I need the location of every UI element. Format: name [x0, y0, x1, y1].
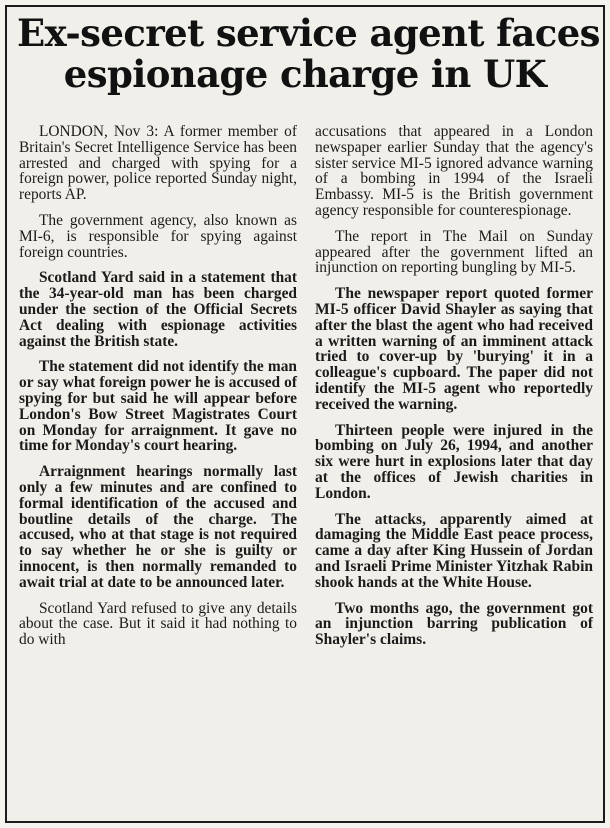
paragraph: Thirteen people were injured in the bombing on July 26, 1994, and another six were hurt in explosions later that day at the offices of Jewish charities in London.: [315, 421, 593, 502]
headline: [17, 11, 600, 96]
paragraph-continued: accusations that appeared in a London newspaper earlier Sunday that the agency's sister service MI-5 ignored advance warning of a bombing in 1994 of the Israeli Embassy. MI-5 is the British government agency responsible for counterespionage.: [315, 123, 593, 219]
paragraph: The attacks, apparently aimed at damaging the Middle East peace process, came a day after King Hussein of Jordan and Israeli Prime Minister Yitzhak Rabin shook hands at the White House.: [315, 510, 593, 591]
paragraph: Arraignment hearings normally last only a few minutes and are confined to formal identification of the accused and boutline details of the charge. The accused, who at that stage is not required to say whether he or she is guilty or innocent, is then normally remanded to await trial at date to be announced later.: [19, 463, 297, 591]
article-body: [19, 124, 593, 658]
newspaper-clipping: [5, 5, 605, 823]
paragraph: The report in The Mail on Sunday appeared after the government lifted an injunction on reporting bungling by MI-5.: [315, 227, 593, 277]
paragraph-dateline: LONDON, Nov 3: A former member of Britain's Secret Intelligence Service has been arrested and charged with spying for a foreign power, police reported Sunday night, reports AP.: [19, 123, 297, 204]
article-column-left: [19, 124, 297, 658]
paragraph: Two months ago, the government got an injunction barring publication of Shayler's claims.: [315, 599, 593, 649]
paragraph: Scotland Yard said in a statement that the 34-year-old man has been charged under the section of the Official Secrets Act dealing with espionage activities against the British state.: [19, 269, 297, 350]
paragraph: Scotland Yard refused to give any details about the case. But it said it had nothing to do with: [19, 599, 297, 649]
headline-line-1: Ex-secret service agent faces: [17, 11, 600, 55]
paragraph: The statement did not identify the man or say what foreign power he is accused of spying for but said he will appear before London's Bow Street Magistrates Court on Monday for arraignment. It gave no time for Monday's court hearing.: [19, 358, 297, 455]
article-column-right: [315, 124, 593, 658]
paragraph: The newspaper report quoted former MI-5 officer David Shayler as saying that after the blast the agent who had received a written warning of an imminent attack tried to cover-up by 'burying' it in a colleague's cupboard. The paper did not identify the MI-5 agent who reportedly received the warning.: [315, 285, 593, 413]
headline-line-2: espionage charge in UK: [63, 52, 547, 96]
paragraph: The government agency, also known as MI-6, is responsible for spying against foreign countries.: [19, 211, 297, 261]
